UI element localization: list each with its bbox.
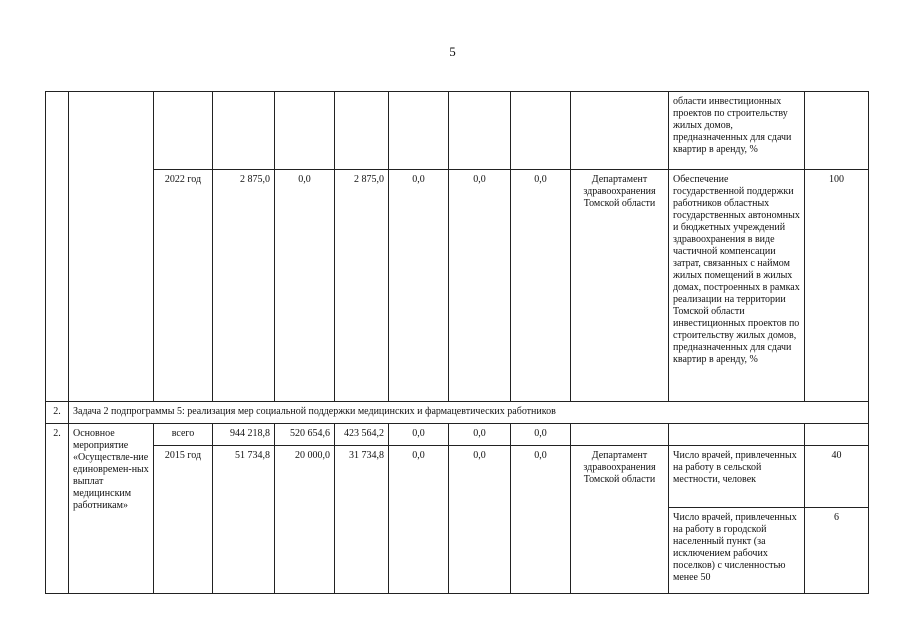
program-table — [45, 91, 869, 594]
indicator-cell: Обеспечение государственной поддержки работников областных государственных автономных и бюджетных учреждений здравоохранения в виде частичной компенсации затрат, связанных с наймом жилых помещений в жилых домах, построенных в рамках реализации на территории Томской области инвестиционных проектов по строительству жилых домов, предназначенных для сдачи квартир в аренду, % — [669, 170, 805, 402]
year-cell: всего — [154, 424, 213, 446]
value-cell: 40 — [805, 446, 869, 508]
regional-cell: 423 564,2 — [335, 424, 389, 446]
regional-cell: 2 875,0 — [335, 170, 389, 402]
total-cell: 944 218,8 — [213, 424, 275, 446]
value-cell: 100 — [805, 170, 869, 402]
indicator-cell — [669, 424, 805, 446]
extra-cell: 0,0 — [449, 446, 511, 594]
other-cell: 0,0 — [511, 424, 571, 446]
value-cell — [805, 424, 869, 446]
executor-cell — [571, 92, 669, 170]
table-row — [46, 402, 869, 424]
executor-cell — [571, 424, 669, 446]
federal-cell: 0,0 — [275, 170, 335, 402]
local-cell — [389, 92, 449, 170]
table-row — [46, 170, 869, 402]
indicator-cell: области инвестиционных проектов по строительству жилых домов, предназначенных для сдачи квартир в аренду, % — [669, 92, 805, 170]
year-cell: 2022 год — [154, 170, 213, 402]
activity-cell — [69, 92, 154, 170]
indicator-cell: Число врачей, привлеченных на работу в сельской местности, человек — [669, 446, 805, 508]
num-cell: 2. — [46, 424, 69, 594]
local-cell: 0,0 — [389, 170, 449, 402]
total-cell — [213, 92, 275, 170]
value-cell: 6 — [805, 508, 869, 594]
activity-cell — [69, 170, 154, 402]
other-cell: 0,0 — [511, 446, 571, 594]
table-row — [46, 92, 869, 170]
regional-cell: 31 734,8 — [335, 446, 389, 594]
executor-cell: Департамент здравоохранения Томской области — [571, 446, 669, 594]
table-row — [46, 424, 869, 446]
regional-cell — [335, 92, 389, 170]
num-cell — [46, 170, 69, 402]
federal-cell: 20 000,0 — [275, 446, 335, 594]
local-cell: 0,0 — [389, 424, 449, 446]
extra-cell: 0,0 — [449, 170, 511, 402]
table-row — [46, 446, 869, 508]
extra-cell: 0,0 — [449, 424, 511, 446]
year-cell — [154, 92, 213, 170]
total-cell: 51 734,8 — [213, 446, 275, 594]
local-cell: 0,0 — [389, 446, 449, 594]
total-cell: 2 875,0 — [213, 170, 275, 402]
federal-cell — [275, 92, 335, 170]
activity-cell: Основное мероприятие «Осуществле-ние единовремен-ных выплат медицинским работникам» — [69, 424, 154, 594]
num-cell — [46, 92, 69, 170]
num-cell: 2. — [46, 402, 69, 424]
executor-cell: Департамент здравоохранения Томской области — [571, 170, 669, 402]
value-cell — [805, 92, 869, 170]
extra-cell — [449, 92, 511, 170]
indicator-cell: Число врачей, привлеченных на работу в городской населенный пункт (за исключением рабочих поселков) с численностью менее 50 — [669, 508, 805, 594]
task-heading: Задача 2 подпрограммы 5: реализация мер социальной поддержки медицинских и фармацевтических работников — [69, 402, 869, 424]
other-cell — [511, 92, 571, 170]
federal-cell: 520 654,6 — [275, 424, 335, 446]
other-cell: 0,0 — [511, 170, 571, 402]
page-number: 5 — [449, 44, 456, 59]
year-cell: 2015 год — [154, 446, 213, 594]
